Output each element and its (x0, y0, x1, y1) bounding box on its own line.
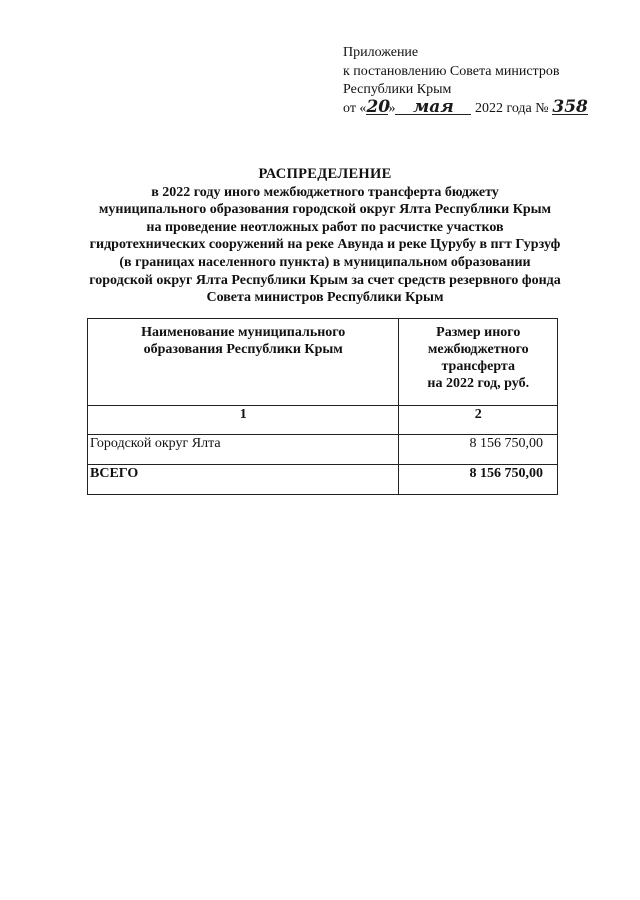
total-label: ВСЕГО (88, 465, 399, 495)
date-day: 20 (366, 96, 391, 117)
row-amount: 8 156 750,00 (399, 435, 558, 465)
header-col2-line: трансферта (441, 359, 515, 374)
column-number-2: 2 (399, 406, 558, 435)
date-year: 2022 года № (474, 100, 549, 116)
header-col2-line: Размер иного (436, 325, 521, 340)
appendix-line-1: Приложение (343, 45, 419, 60)
title-line-6: городской округ Ялта Республики Крым за счет средств резервного фонда (89, 272, 561, 288)
column-number-row (88, 406, 558, 435)
appendix-date-line (343, 96, 623, 119)
header-col2-line: межбюджетного (427, 342, 529, 357)
table-row (88, 435, 558, 465)
distribution-table (87, 318, 558, 495)
title-line-2: муниципального образования городской округ Ялта Республики Крым (98, 202, 552, 218)
appendix-line-3: Республики Крым (343, 82, 452, 97)
title-heading: РАСПРЕДЕЛЕНИЕ (258, 166, 392, 182)
title-line-1: в 2022 году иного межбюджетного трансферта бюджету (151, 184, 499, 200)
total-amount: 8 156 750,00 (399, 465, 558, 495)
header-col2-line: на 2022 год, руб. (427, 376, 530, 391)
date-prefix: от « (343, 100, 367, 116)
header-col1-line: образования Республики Крым (143, 342, 343, 357)
row-municipality-name: Городской округ Ялта (88, 435, 399, 465)
document-title (80, 166, 570, 307)
header-col-name (88, 319, 399, 406)
column-number-1: 1 (88, 406, 399, 435)
title-line-3: на проведение неотложных работ по расчистке участков (146, 219, 504, 235)
document-number: 358 (552, 96, 588, 117)
table-header-row (88, 319, 558, 406)
appendix-line-2: к постановлению Совета министров (343, 63, 560, 79)
title-line-5: (в границах населенного пункта) в муниципальном образовании (119, 254, 531, 270)
header-col1-line: Наименование муниципального (141, 325, 346, 340)
appendix-block (343, 44, 623, 118)
title-line-7: Совета министров Республики Крым (206, 290, 444, 306)
header-col-amount (399, 319, 558, 406)
date-day-close: » (388, 100, 396, 116)
title-line-4: гидротехнических сооружений на реке Авунда и реке Цурубу в пгт Гурзуф (89, 237, 561, 253)
date-month: мая (395, 100, 471, 115)
total-row (88, 465, 558, 495)
